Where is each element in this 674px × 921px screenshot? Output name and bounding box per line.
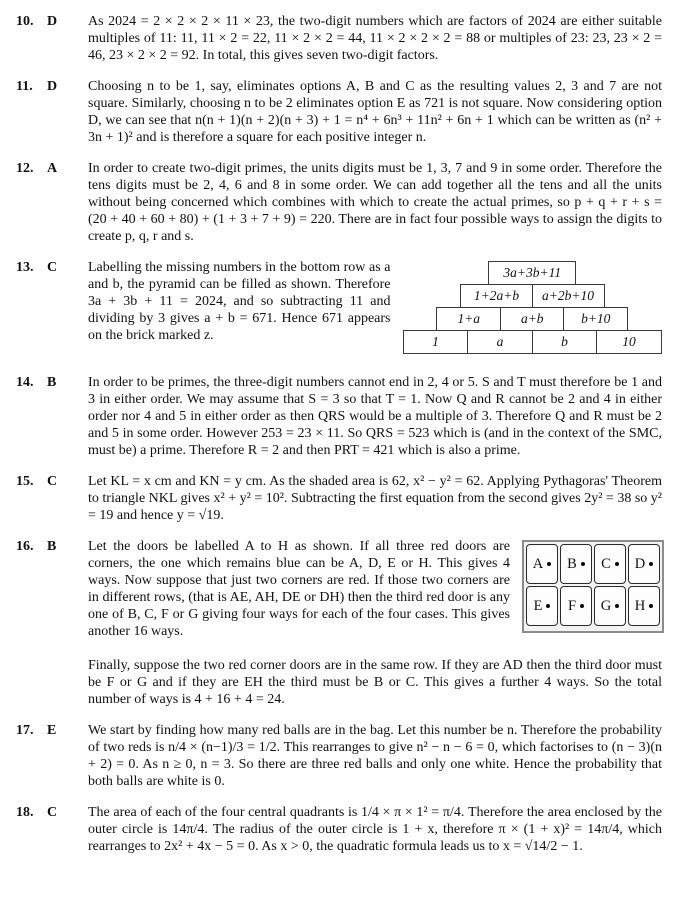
pyramid-row-4 — [403, 330, 663, 354]
door-h — [628, 586, 660, 626]
answer-letter: E — [47, 723, 57, 738]
door-label: F — [567, 597, 577, 614]
door-f — [560, 586, 592, 626]
solution-text: Labelling the missing numbers in the bottom row as a and b, the pyramid can be filled as shown. Therefore 3a + 3b + 11 = 2024, and so subtracting 11 and dividing by 3 gives a + b = 671. Hence 671 appears on the brick marked z. — [88, 260, 391, 343]
pyramid-brick: b — [532, 330, 598, 354]
question-number: 11. — [16, 79, 33, 94]
door-label: G — [600, 597, 612, 614]
door-knob-icon — [615, 562, 619, 566]
doors-row-top — [525, 543, 661, 585]
answer-letter: D — [47, 14, 58, 29]
pyramid-brick: 1+a — [436, 307, 501, 331]
solution-body — [88, 538, 662, 708]
pyramid-brick: a+2b+10 — [532, 284, 605, 308]
solution-item-15 — [16, 473, 662, 524]
question-number: 10. — [16, 14, 34, 29]
doors-diagram — [522, 540, 664, 633]
solution-item-12 — [16, 160, 662, 245]
door-knob-icon — [615, 604, 619, 608]
solution-item-13 — [16, 259, 662, 360]
solution-item-18 — [16, 804, 662, 855]
solution-item-11 — [16, 78, 662, 146]
question-number: 16. — [16, 539, 34, 554]
door-g — [594, 586, 626, 626]
answer-letter: C — [47, 474, 58, 489]
answer-letter: C — [47, 260, 58, 275]
question-number: 17. — [16, 723, 34, 738]
answer-letter: B — [47, 375, 57, 390]
solution-text: Choosing n to be 1, say, eliminates options A, B and C as the resulting values 2, 3 and 7 are not square. Similarly, choosing n to be 2 eliminates option E as 721 is not square. Now considering option D, we can see that n(n + 1)(n + 2)(n + 3) + 1 = n⁴ + 6n³ + 11n² + 6n + 1 which can be written as (n² + 3n + 1)² and is therefore a square for each positive integer n. — [88, 79, 662, 145]
door-knob-icon — [580, 604, 584, 608]
solution-body — [88, 160, 662, 245]
answer-letter: B — [47, 539, 57, 554]
question-number: 13. — [16, 260, 34, 275]
answer-letter: C — [47, 805, 58, 820]
door-b — [560, 544, 592, 584]
door-e — [526, 586, 558, 626]
solution-body — [88, 722, 662, 790]
pyramid-brick: b+10 — [563, 307, 628, 331]
solution-body — [88, 13, 662, 64]
answer-letter: D — [47, 79, 58, 94]
solution-body — [88, 78, 662, 146]
door-d — [628, 544, 660, 584]
solution-text: Let the doors be labelled A to H as shown. If all three red doors are corners, the one which remains blue can be A, D, E or H. This gives 4 ways. Now suppose that just two corners are red. If those two corners are in different rows, (that is AE, AH, DE or DH) then the third red door is any one of B, C, F or G giving four ways for each of the four cases. This gives another 16 ways. — [88, 539, 510, 639]
door-knob-icon — [649, 604, 653, 608]
door-knob-icon — [547, 562, 551, 566]
door-a — [526, 544, 558, 584]
solution-body — [88, 374, 662, 459]
question-number: 18. — [16, 805, 34, 820]
solution-text: In order to create two-digit primes, the units digits must be 1, 3, 7 and 9 in some order. Therefore the tens digits must be 2, 4, 6 and 8 in some order. We can add together all the tens and all the units without being concerned which combines with which to create the actual primes, so p + q + r + s = (20 + 40 + 60 + 80) + (1 + 3 + 7 + 9) = 220. There are in fact four possible ways to assign the digits to create p, q, r and s. — [88, 161, 662, 244]
door-label: C — [601, 555, 611, 572]
question-number: 12. — [16, 161, 34, 176]
pyramid-brick: 10 — [596, 330, 662, 354]
doors-row-bottom — [525, 585, 661, 627]
pyramid-brick: 1+2a+b — [460, 284, 533, 308]
door-knob-icon — [649, 562, 653, 566]
solution-item-16 — [16, 538, 662, 708]
door-label: D — [634, 555, 646, 572]
solution-item-10 — [16, 13, 662, 64]
solution-text: As 2024 = 2 × 2 × 2 × 11 × 23, the two-digit numbers which are factors of 2024 are either suitable multiples of 11: 11, 11 × 2 = 22, 11 × 2 × 2 = 44, 11 × 2 × 2 × 2 = 88 or multiples of 23: 23, 23 × 2 = 46, 23 × 2 × 2 = 92. In total, this gives seven two-digit factors. — [88, 14, 662, 63]
question-number: 14. — [16, 375, 34, 390]
solution-item-14 — [16, 374, 662, 459]
pyramid-row-1 — [403, 261, 663, 285]
door-label: E — [533, 597, 543, 614]
door-c — [594, 544, 626, 584]
door-label: B — [567, 555, 577, 572]
pyramid-row-3 — [403, 307, 663, 331]
solution-body — [88, 259, 662, 360]
door-knob-icon — [546, 604, 550, 608]
solution-item-17 — [16, 722, 662, 790]
pyramid-brick: 3a+3b+11 — [488, 261, 576, 285]
solution-text: We start by finding how many red balls are in the bag. Let this number be n. Therefore the probability of two reds is n/4 × (n−1)/3 = 1/2. This rearranges to give n² − n − 6 = 0, which factorises to (n − 3)(n + 2) = 0. As n ≥ 0, n = 3. So there are three red balls and only one white. Hence the probability that both balls are white is 0. — [88, 723, 662, 789]
solution-body — [88, 804, 662, 855]
answer-letter: A — [47, 161, 58, 176]
solution-text: The area of each of the four central quadrants is 1/4 × π × 1² = π/4. Therefore the area enclosed by the outer circle is 14π/4. The radius of the outer circle is 1 + x, therefore π × (1 + x)² = 14π/4, which rearranges to 2x² + 4x − 5 = 0. As x > 0, the quadratic formula leads us to x = √14/2 − 1. — [88, 805, 662, 854]
pyramid-row-2 — [403, 284, 663, 308]
pyramid-diagram — [403, 261, 663, 354]
door-label: H — [634, 597, 646, 614]
pyramid-brick: 1 — [403, 330, 469, 354]
door-label: A — [532, 555, 544, 572]
solution-body — [88, 473, 662, 524]
door-knob-icon — [581, 562, 585, 566]
question-number: 15. — [16, 474, 34, 489]
solution-text: Finally, suppose the two red corner doors are in the same row. If they are AD then the third door must be F or G and if they are EH the third must be B or C. This gives a further 4 ways. So the total number of ways is 4 + 16 + 4 = 24. — [88, 658, 662, 707]
pyramid-brick: a — [467, 330, 533, 354]
pyramid-brick: a+b — [500, 307, 565, 331]
solution-text: Let KL = x cm and KN = y cm. As the shaded area is 62, x² − y² = 62. Applying Pythagoras' Theorem to triangle NKL gives x² + y² = 10². Subtracting the first equation from the second gives 2y² = 38 so y² = 19 and hence y = √19. — [88, 474, 662, 523]
solution-text: In order to be primes, the three-digit numbers cannot end in 2, 4 or 5. S and T must therefore be 1 and 3 in either order. We may assume that S = 3 so that T = 1. Now Q and R cannot be 2 and 4 in either order nor 4 and 5 in either order as then QRS would be a multiple of 3. Therefore Q and R must be 2 and 5 in some order. However 253 = 23 × 11. So QRS = 523 which is (and in the context of the SMC, must be) a prime. Therefore R = 2 and then PRT = 421 which is also a prime. — [88, 375, 662, 458]
